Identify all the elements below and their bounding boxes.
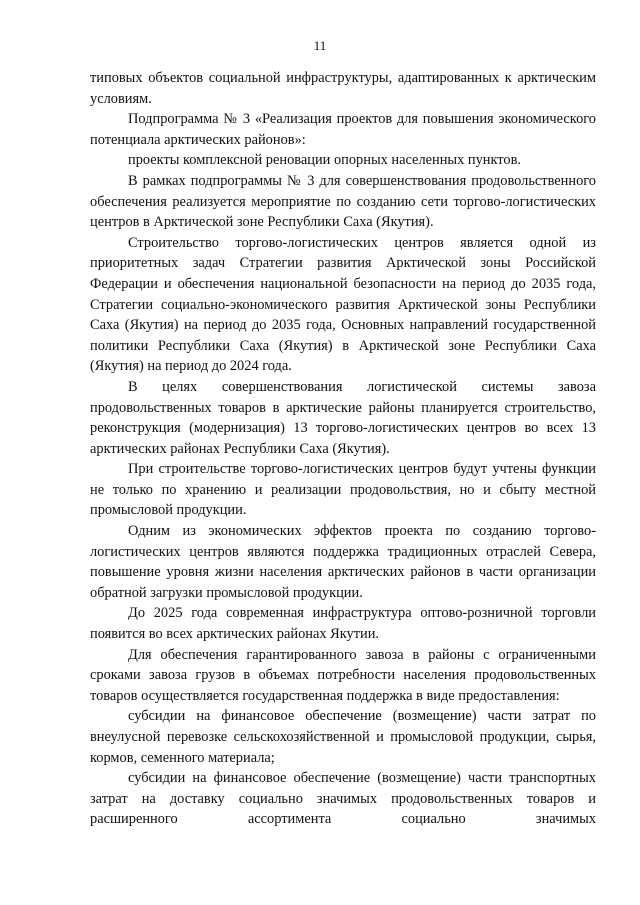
paragraph-renovation-projects: проекты комплексной реновации опорных населенных пунктов. <box>128 152 521 169</box>
paragraph-subsidy-delivery: субсидии на финансовое обеспечение (возмещение) части транспортных затрат на доставку социально значимых продовольственных товаров и расширенного ассортимента социально значимых <box>90 770 596 828</box>
paragraph-logistics-system: В целях совершенствования логистической системы завоза продовольственных товаров в арктические районы планируется строительство, реконструкция (модернизация) 13 торгово-логистических центров во всех 13 арктических районах Республики Саха (Якутия). <box>90 378 596 457</box>
paragraph-continuation: типовых объектов социальной инфраструктуры, адаптированных к арктическим условиям. <box>90 70 596 107</box>
paragraph-subsidy-transport: субсидии на финансовое обеспечение (возмещение) части затрат по внеулусной перевозке сельскохозяйственной и промысловой продукции, сырья, кормов, семенного материала; <box>90 708 596 766</box>
paragraph-subprogram-3: Подпрограмма № 3 «Реализация проектов для повышения экономического потенциала арктических районов»: <box>90 111 596 148</box>
paragraph-2025-infrastructure: До 2025 года современная инфраструктура оптово-розничной торговли появится во всех арктических районах Якутии. <box>90 605 596 643</box>
paragraph-state-support: Для обеспечения гарантированного завоза в районы с ограниченными сроками завоза грузов в объемах потребности населения продовольственных товаров осуществляется государственная поддержка в виде предоставления: <box>90 646 596 704</box>
paragraph-logistics-network: В рамках подпрограммы № 3 для совершенствования продовольственного обеспечения реализуется мероприятие по созданию сети торгово-логистических центров в Арктической зоне Республики Саха (Якутия). <box>90 172 596 231</box>
paragraph-center-functions: При строительстве торгово-логистических центров будут учтены функции не только по хранению и реализации продовольствия, но и сбыту местной промысловой продукции. <box>90 461 596 519</box>
paragraph-strategy-priority: Строительство торгово-логистических центров является одной из приоритетных задач Стратегии развития Арктической зоны Российской Федерации и обеспечения национальной безопасности на период до 2035 года, Стратегии социально-экономического развития Арктической зоны Республики Саха (Якутия) на период до 2035 года, Основных направлений государственной политики Республики Саха (Якутия) в Арктической зоне Республики Саха (Якутия) на период до 2024 года. <box>90 234 596 375</box>
paragraph-economic-effects: Одним из экономических эффектов проекта по созданию торгово-логистических центров являются поддержка традиционных отраслей Севера, повышение уровня жизни населения арктических районов в части организации обратной загрузки промысловой продукции. <box>90 523 596 601</box>
page-number: 11 <box>313 38 327 53</box>
document-body <box>90 68 596 830</box>
